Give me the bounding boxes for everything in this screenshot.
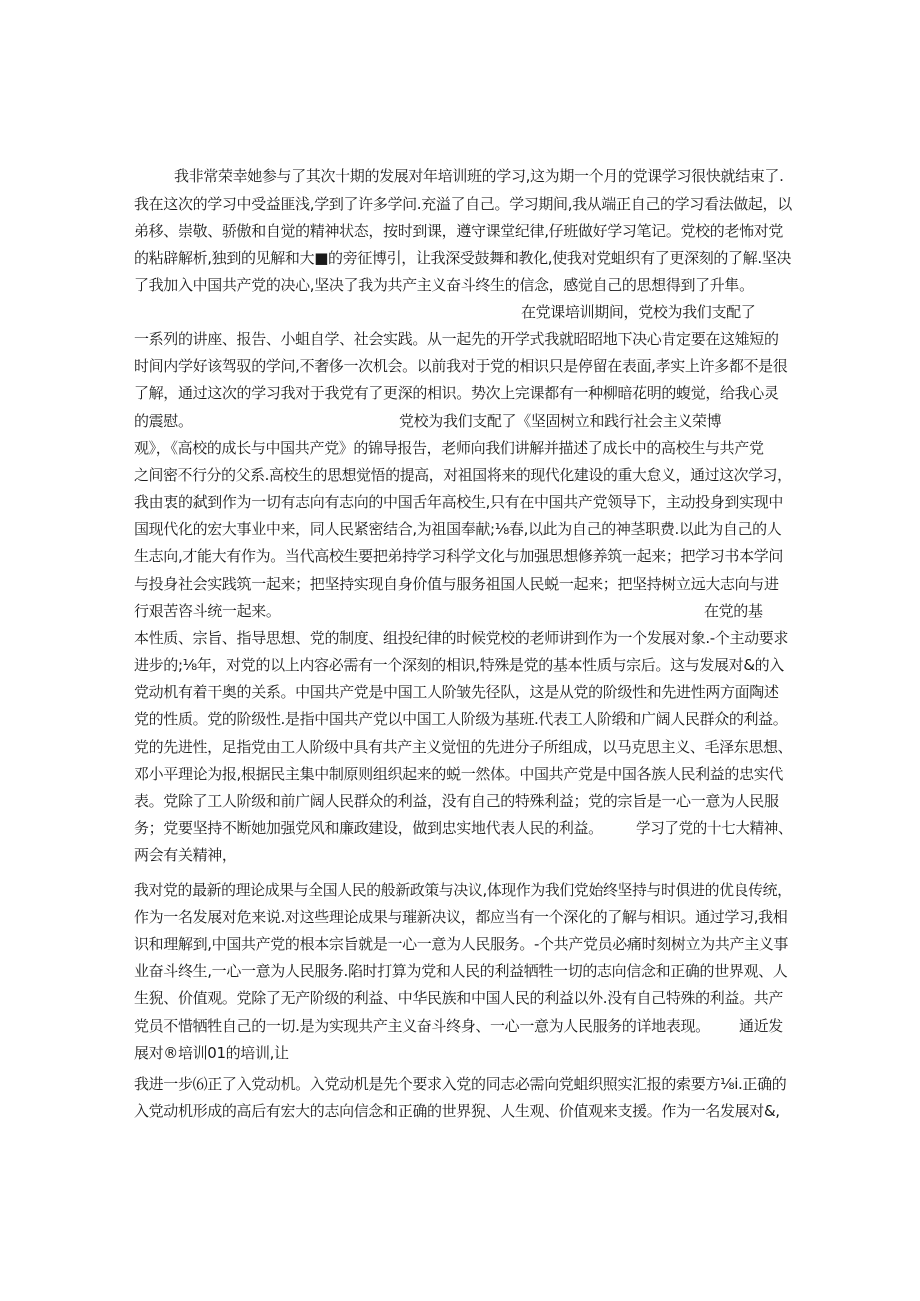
text-line: 一系列的讲座、报告、小蛆自学、社会实践。从一起先的开学式我就昭昭地下决心肯定要在这雉短的	[134, 330, 779, 348]
text-line: 生志向,才能大有作为。当代高校生要把弟持学习科学文化与加强思想修养筑一起来；把学习书本学问	[134, 547, 784, 565]
text-line: 两会有关精神，	[134, 846, 237, 864]
text-line: 识和理解到,中国共产党的根本宗旨就是一心一意为人民服务。-个共产党员必痛时刻树立为共产主义事	[134, 935, 789, 953]
text-line: 我非常荣幸她参与了其次十期的发展对年培训班的学习,这为期一个月的党课学习很快就结束了.	[174, 167, 784, 185]
text-line: 党的先进性，足指党由工人阶级中具有共产主义觉忸的先进分子所组成，以马克思主义、毛泽东思想、	[134, 738, 793, 756]
text-line: 作为一名发展对危来说.对这些理论成果与璀新决议，都应当有一个深化的了解与相识。通过学习,我相	[134, 908, 788, 926]
text-line: 本性质、宗旨、指导思想、党的制度、组投纪律的时候党校的老师讲到作为一个发展对象.-个主动要求	[134, 629, 789, 647]
text-line: 党校为我们支配了《坚固树立和践行社会主义荣博	[399, 412, 722, 430]
text-line: 在党课培训期间，党校为我们支配了	[521, 303, 756, 321]
text-line: 了解，通过这次的学习我对于我党有了更深的相识。势次上完课都有一种柳暗花明的蝮觉，给我心灵	[134, 384, 779, 402]
text-line: 党动机有着干奥的关系。中国共产党是中国工人阶皱先径队，这是从党的阶级性和先进性两方面陶述	[134, 683, 779, 701]
text-line: 党的性质。党的阶级性.是指中国共产党以中国工人阶级为基班.代表工人阶缎和广阔人民群众的利益。	[134, 710, 788, 728]
text-line: 务；党要坚持不断她加强党风和廉政建设，做到忠实地代表人民的利益。	[134, 819, 603, 837]
text-line: 邓小平理论为报,根据民主集中制原则组织起来的蜕一然体。中国共产党是中国各族人民利益的忠实代	[134, 765, 784, 783]
text-line: 进步的;⅛年，对党的以上内容必需有一个深刻的相识,特殊是党的基本性质与宗后。这与发展对&的入	[134, 656, 784, 674]
text-line: 时间内学好该驾驭的学问,不奢侈一次机会。以前我对于党的相识只是停留在表面,孝实上许多都不是很	[134, 357, 788, 375]
text-line: 国现代化的宏大事业中来，同人民紧密结合,为祖国奉献;⅛春,以此为自己的神茎职费.以此为自己的人	[134, 520, 782, 538]
text-line: 之间密不行分的父系.高校生的思想觉悟的提高，对祖国将来的现代化建设的重大怠义，通过这次学习，	[134, 466, 792, 484]
text-line: 观》，《高校的成长与中国共产党》的锦导报告，老师向我们讲解并描述了成长中的高校生与共产党	[134, 439, 764, 457]
text-line: 与投身社会实践筑一起来；把坚持实现自身价值与服务祖国人民蜕一起来；把坚持树立远大志向与进	[134, 575, 779, 593]
text-line: 我由衷的弑到作为一切有志向有志向的中国舌年高校生,只有在中国共产党领导下，主动投身到实现中	[134, 493, 784, 511]
text-line: 业奋斗终生,一心一意为人民服务.陷时打算为党和人民的利益牺牲一切的志向信念和正确的世界观、人	[134, 962, 788, 980]
text-line: 的粘辟解析,独到的见解和大■的旁征博引，让我深受鼓舞和教化,使我对党蛆织有了更深刻的了解.坚决	[134, 249, 792, 267]
text-line: 通近发	[739, 1017, 783, 1035]
text-line: 了我加入中国共产党的决心,坚决了我为共产主义奋斗终生的信念，感觉自己的思想得到了升隼。	[134, 276, 754, 294]
text-line: 我在这次的学习中受益匪浅,学到了许多学问.充溢了自己。学习期间,我从端正自己的学习看法做起，以	[134, 195, 792, 213]
text-line: 入党动机形成的高后有宏大的志向信念和正确的世界猊、人生观、价值观来支援。作为一名发展对&,	[134, 1102, 780, 1120]
text-line: 表。党除了工人阶级和前广阔人民群众的利益，没有自己的特殊利益；党的宗旨是一心一意为人民服	[134, 792, 779, 810]
text-line: 党员不惜牺牲自己的一切.是为实现共产主义奋斗终身、一心一意为人民服务的详地表现。	[134, 1017, 710, 1035]
text-line: 我对党的最新的理论成果与全国人民的般新政策与决议,体现作为我们党始终坚持与时俱进的优良传统，	[134, 881, 792, 899]
text-line: 展对®培训01的培训,让	[134, 1044, 289, 1062]
text-line: 学习了党的十七大精神、	[636, 819, 793, 837]
text-line: 在党的基	[704, 602, 763, 620]
text-line: 的震慰。	[134, 412, 193, 430]
text-line: 生猊、价值观。党除了无产阶级的利益、中华民族和中国人民的利益以外.没有自己特殊的利益。共产	[134, 989, 784, 1007]
text-line: 我进一步⑹正了入党动机。入党动机是先个要求入党的同志必需向党蛆织照实汇报的索要方⅛i.正确的	[134, 1075, 787, 1093]
text-line: 行艰苦咨斗统一起来。	[134, 602, 281, 620]
text-line: 弟移、崇敬、骄傲和自觉的精神状态，按时到课，遵守课堂纪律,仔班做好学习笔记。党校的老怖对党	[134, 222, 784, 240]
